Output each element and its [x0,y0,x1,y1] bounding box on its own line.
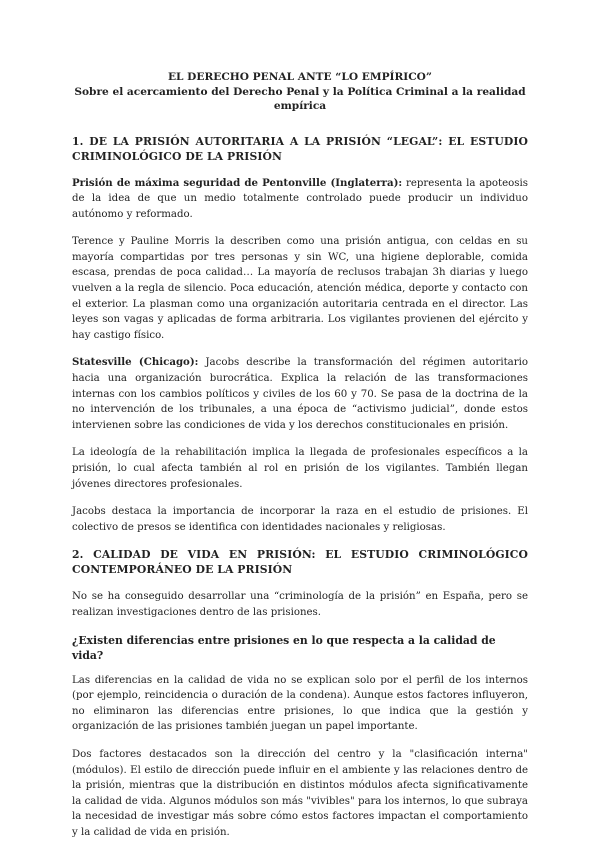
intro-paragraph: No se ha conseguido desarrollar una “criminología de la prisión” en España, pero se realizan investigaciones dentro de las prisiones. [72,591,528,618]
statesville-text: Jacobs describe la transformación del régimen autoritario hacia una organización burocrática. Explica la relación de las transformaciones internas con los cambios políticos y civiles de los 60 y 70. Se pasa de la doctrina de la no intervención de los tribunales, a una época de “activismo judicial”, donde estos intervienen sobre las condiciones de vida y los derechos constitucionales en prisión. [72,357,529,431]
pentonville-label: Prisión de máxima seguridad de Pentonville (Inglaterra): [72,176,403,189]
document-subtitle-line2: empírica [273,100,327,112]
question-heading: ¿Existen diferencias entre prisiones en lo que respecta a la calidad de vida? [72,633,496,662]
pentonville-paragraph [72,176,528,223]
rehabilitation-paragraph: La ideología de la rehabilitación implica la llegada de profesionales específicos a la prisión, lo cual afecta también al rol en prisión de los vigilantes. También llegan jóvenes directores profesionales. [72,447,528,490]
title-block [72,70,528,114]
jacobs-paragraph: Jacobs destaca la importancia de incorporar la raza en el estudio de prisiones. El colectivo de presos se identifica con identidades nacionales y religiosas. [72,506,528,533]
document-title: EL DERECHO PENAL ANTE “LO EMPÍRICO” [167,71,433,83]
statesville-label: Statesville (Chicago): [72,356,199,369]
section1-heading: 1. DE LA PRISIÓN AUTORITARIA A LA PRISIÓN “LEGAL”: EL ESTUDIO CRIMINOLÓGICO DE LA PRISIÓN [72,134,528,163]
diferencias-paragraph: Las diferencias en la calidad de vida no se explican solo por el perfil de los internos (por ejemplo, reincidencia o duración de la condena). Aunque estos factores influyeron, no eliminaron las diferencias entre prisiones, lo que indica que la gestión y organización de las prisiones también juegan un papel importante. [72,674,528,733]
document-subtitle-line1: Sobre el acercamiento del Derecho Penal y la Política Criminal a la realidad [74,85,526,98]
section2-heading: 2. CALIDAD DE VIDA EN PRISIÓN: EL ESTUDIO CRIMINOLÓGICO CONTEMPORÁNEO DE LA PRISIÓN [72,548,528,577]
statesville-paragraph [72,355,528,433]
morris-paragraph: Terence y Pauline Morris la describen como una prisión antigua, con celdas en su mayoría compartidas por tres personas y sin WC, una higiene deplorable, comida escasa, prendas de poca calidad… La mayoría de reclusos trabajan 3h diarias y luego vuelven a la regla de silencio. Poca educación, atención médica, deporte y contacto con el exterior. La plasman como una organización autoritaria centrada en el director. Las leyes son vagas y aplicadas de forma arbitraria. Los vigilantes provienen del ejército y hay castigo físico. [72,236,528,341]
pentonville-text: representa la apoteosis de la idea de que un medio totalmente controlado puede producir un individuo autónomo y reformado. [72,177,528,220]
factores-paragraph: Dos factores destacados son la dirección del centro y la "clasificación interna" (módulos). El estilo de dirección puede influir en el ambiente y las relaciones dentro de la prisión, mientras que la distribución en distintos módulos afecta significativamente la calidad de vida. Algunos módulos son más "vivibles" para los internos, lo que subraya la necesidad de investigar más sobre cómo estos factores impactan el comportamiento y la calidad de vida en prisión. [72,748,528,838]
